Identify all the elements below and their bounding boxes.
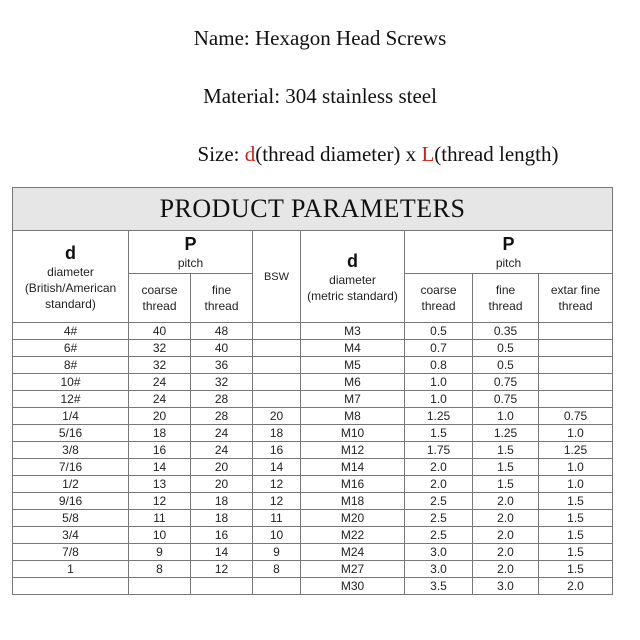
bsw-header: BSW bbox=[253, 231, 301, 323]
imperial-fine-word-1: fine bbox=[211, 283, 232, 297]
bsw-cell: 14 bbox=[253, 459, 301, 476]
metric-coarse-cell: 2.0 bbox=[405, 476, 473, 493]
imperial-diameter-cell: 7/8 bbox=[13, 544, 129, 561]
imperial-diameter-cell: 5/8 bbox=[13, 510, 129, 527]
metric-coarse-cell: 1.0 bbox=[405, 374, 473, 391]
metric-fine-cell: 0.5 bbox=[473, 357, 539, 374]
imperial-fine-cell: 24 bbox=[191, 442, 253, 459]
imperial-coarse-cell: 14 bbox=[129, 459, 191, 476]
imperial-coarse-cell: 10 bbox=[129, 527, 191, 544]
metric-diameter-cell: M16 bbox=[301, 476, 405, 493]
metric-fine-cell: 0.35 bbox=[473, 323, 539, 340]
table-row bbox=[13, 408, 613, 425]
imperial-fine-cell: 18 bbox=[191, 493, 253, 510]
imperial-fine-cell: 36 bbox=[191, 357, 253, 374]
size-middle: (thread diameter) x bbox=[255, 142, 422, 166]
imperial-coarse-word-1: coarse bbox=[141, 283, 178, 297]
imperial-fine-cell: 40 bbox=[191, 340, 253, 357]
table-row bbox=[13, 425, 613, 442]
imperial-coarse-cell: 8 bbox=[129, 561, 191, 578]
bsw-cell bbox=[253, 357, 301, 374]
metric-fine-header bbox=[473, 274, 539, 323]
metric-fine-cell: 0.75 bbox=[473, 374, 539, 391]
bsw-cell: 8 bbox=[253, 561, 301, 578]
metric-coarse-word-2: thread bbox=[421, 299, 456, 313]
imperial-fine-word-2: thread bbox=[204, 299, 239, 313]
imperial-fine-cell: 48 bbox=[191, 323, 253, 340]
bsw-cell bbox=[253, 323, 301, 340]
metric-p-symbol: P bbox=[502, 234, 515, 254]
bsw-cell bbox=[253, 391, 301, 408]
metric-coarse-cell: 2.5 bbox=[405, 527, 473, 544]
bsw-cell: 20 bbox=[253, 408, 301, 425]
metric-standard-label: (metric standard) bbox=[307, 288, 398, 303]
size-d-symbol: d bbox=[244, 142, 256, 166]
metric-extra-fine-cell: 1.0 bbox=[539, 425, 613, 442]
table-row bbox=[13, 544, 613, 561]
imperial-standard-label-1: (British/American bbox=[24, 280, 117, 295]
metric-extra-fine-cell: 1.0 bbox=[539, 476, 613, 493]
bsw-cell: 16 bbox=[253, 442, 301, 459]
imperial-coarse-cell bbox=[129, 578, 191, 595]
metric-extra-fine-cell: 1.5 bbox=[539, 561, 613, 578]
metric-coarse-cell: 2.0 bbox=[405, 459, 473, 476]
imperial-coarse-cell: 40 bbox=[129, 323, 191, 340]
metric-diameter-cell: M7 bbox=[301, 391, 405, 408]
metric-coarse-word-1: coarse bbox=[420, 283, 457, 297]
metric-pitch-label: pitch bbox=[495, 256, 522, 270]
imperial-diameter-label: diameter bbox=[47, 264, 94, 279]
imperial-coarse-header bbox=[129, 274, 191, 323]
table-row bbox=[13, 561, 613, 578]
bsw-cell: 10 bbox=[253, 527, 301, 544]
metric-coarse-header bbox=[405, 274, 473, 323]
metric-fine-cell: 2.0 bbox=[473, 544, 539, 561]
metric-diameter-cell: M4 bbox=[301, 340, 405, 357]
imperial-diameter-cell: 10# bbox=[13, 374, 129, 391]
imperial-coarse-cell: 9 bbox=[129, 544, 191, 561]
material-line: Material: 304 stainless steel bbox=[203, 84, 437, 108]
imperial-diameter-cell: 8# bbox=[13, 357, 129, 374]
metric-fine-cell: 1.5 bbox=[473, 476, 539, 493]
product-parameters-table-wrap bbox=[12, 187, 612, 595]
bsw-cell: 11 bbox=[253, 510, 301, 527]
metric-extra-fine-cell bbox=[539, 374, 613, 391]
bsw-cell: 18 bbox=[253, 425, 301, 442]
table-row bbox=[13, 323, 613, 340]
metric-diameter-cell: M8 bbox=[301, 408, 405, 425]
imperial-coarse-cell: 16 bbox=[129, 442, 191, 459]
size-suffix: (thread length) bbox=[434, 142, 559, 166]
imperial-diameter-cell: 9/16 bbox=[13, 493, 129, 510]
metric-extra-fine-cell: 1.5 bbox=[539, 510, 613, 527]
metric-coarse-cell: 3.0 bbox=[405, 561, 473, 578]
imperial-fine-cell: 20 bbox=[191, 476, 253, 493]
metric-fine-cell: 0.5 bbox=[473, 340, 539, 357]
metric-extra-fine-cell bbox=[539, 340, 613, 357]
metric-coarse-cell: 2.5 bbox=[405, 510, 473, 527]
imperial-diameter-cell: 3/8 bbox=[13, 442, 129, 459]
imperial-coarse-word-2: thread bbox=[142, 299, 177, 313]
metric-diameter-cell: M20 bbox=[301, 510, 405, 527]
imperial-diameter-cell: 1/4 bbox=[13, 408, 129, 425]
imperial-diameter-header bbox=[13, 231, 129, 323]
metric-fine-cell: 1.0 bbox=[473, 408, 539, 425]
table-row bbox=[13, 340, 613, 357]
imperial-coarse-cell: 24 bbox=[129, 391, 191, 408]
metric-extra-fine-cell: 1.0 bbox=[539, 459, 613, 476]
metric-extra-fine-cell: 2.0 bbox=[539, 578, 613, 595]
table-row bbox=[13, 459, 613, 476]
metric-extra-fine-header bbox=[539, 274, 613, 323]
metric-fine-cell: 0.75 bbox=[473, 391, 539, 408]
metric-diameter-label: diameter bbox=[329, 272, 376, 287]
metric-extra-fine-cell: 1.5 bbox=[539, 544, 613, 561]
metric-fine-cell: 1.5 bbox=[473, 459, 539, 476]
imperial-fine-cell: 14 bbox=[191, 544, 253, 561]
metric-fine-cell: 2.0 bbox=[473, 561, 539, 578]
metric-diameter-cell: M14 bbox=[301, 459, 405, 476]
imperial-fine-cell: 24 bbox=[191, 425, 253, 442]
bsw-cell: 9 bbox=[253, 544, 301, 561]
table-row bbox=[13, 527, 613, 544]
metric-fine-cell: 1.5 bbox=[473, 442, 539, 459]
table-row bbox=[13, 442, 613, 459]
metric-fine-cell: 2.0 bbox=[473, 510, 539, 527]
imperial-fine-header bbox=[191, 274, 253, 323]
imperial-pitch-header bbox=[129, 231, 253, 274]
imperial-diameter-cell: 12# bbox=[13, 391, 129, 408]
product-name: Name: Hexagon Head Screws bbox=[193, 26, 447, 50]
metric-fine-cell: 1.25 bbox=[473, 425, 539, 442]
metric-diameter-cell: M18 bbox=[301, 493, 405, 510]
imperial-coarse-cell: 13 bbox=[129, 476, 191, 493]
table-row bbox=[13, 510, 613, 527]
imperial-fine-cell: 12 bbox=[191, 561, 253, 578]
metric-diameter-cell: M5 bbox=[301, 357, 405, 374]
imperial-coarse-cell: 32 bbox=[129, 340, 191, 357]
metric-diameter-cell: M27 bbox=[301, 561, 405, 578]
imperial-d-symbol: d bbox=[65, 242, 76, 263]
imperial-fine-cell: 28 bbox=[191, 408, 253, 425]
table-row bbox=[13, 493, 613, 510]
metric-diameter-cell: M30 bbox=[301, 578, 405, 595]
metric-diameter-header bbox=[301, 231, 405, 323]
table-row bbox=[13, 578, 613, 595]
metric-d-symbol: d bbox=[347, 250, 358, 271]
imperial-fine-cell bbox=[191, 578, 253, 595]
metric-extra-fine-cell bbox=[539, 391, 613, 408]
metric-coarse-cell: 3.0 bbox=[405, 544, 473, 561]
imperial-fine-cell: 16 bbox=[191, 527, 253, 544]
imperial-p-symbol: P bbox=[184, 234, 197, 254]
metric-fine-cell: 2.0 bbox=[473, 493, 539, 510]
imperial-diameter-cell: 5/16 bbox=[13, 425, 129, 442]
table-row bbox=[13, 374, 613, 391]
metric-pitch-header bbox=[405, 231, 613, 274]
size-l-symbol: L bbox=[421, 142, 435, 166]
metric-diameter-cell: M12 bbox=[301, 442, 405, 459]
metric-fine-cell: 3.0 bbox=[473, 578, 539, 595]
imperial-diameter-cell: 4# bbox=[13, 323, 129, 340]
metric-coarse-cell: 1.75 bbox=[405, 442, 473, 459]
table-row bbox=[13, 476, 613, 493]
metric-extra-fine-cell: 1.25 bbox=[539, 442, 613, 459]
metric-extra-fine-cell: 0.75 bbox=[539, 408, 613, 425]
metric-diameter-cell: M6 bbox=[301, 374, 405, 391]
imperial-standard-label-2: standard) bbox=[45, 296, 96, 311]
metric-coarse-cell: 1.5 bbox=[405, 425, 473, 442]
metric-extra-fine-cell: 1.5 bbox=[539, 527, 613, 544]
imperial-diameter-cell: 1/2 bbox=[13, 476, 129, 493]
metric-diameter-cell: M10 bbox=[301, 425, 405, 442]
imperial-fine-cell: 32 bbox=[191, 374, 253, 391]
imperial-diameter-cell: 3/4 bbox=[13, 527, 129, 544]
bsw-cell bbox=[253, 578, 301, 595]
imperial-diameter-cell: 1 bbox=[13, 561, 129, 578]
imperial-fine-cell: 18 bbox=[191, 510, 253, 527]
bsw-cell bbox=[253, 340, 301, 357]
bsw-cell: 12 bbox=[253, 493, 301, 510]
metric-extra-word-2: thread bbox=[558, 299, 593, 313]
metric-extra-fine-cell bbox=[539, 323, 613, 340]
imperial-pitch-label: pitch bbox=[177, 256, 204, 270]
metric-diameter-cell: M3 bbox=[301, 323, 405, 340]
metric-coarse-cell: 2.5 bbox=[405, 493, 473, 510]
table-row bbox=[13, 391, 613, 408]
metric-coarse-cell: 0.7 bbox=[405, 340, 473, 357]
metric-coarse-cell: 1.25 bbox=[405, 408, 473, 425]
bsw-cell: 12 bbox=[253, 476, 301, 493]
metric-fine-word-1: fine bbox=[495, 283, 516, 297]
imperial-coarse-cell: 20 bbox=[129, 408, 191, 425]
imperial-diameter-cell: 7/16 bbox=[13, 459, 129, 476]
size-prefix: Size: bbox=[197, 142, 245, 166]
imperial-coarse-cell: 11 bbox=[129, 510, 191, 527]
imperial-fine-cell: 20 bbox=[191, 459, 253, 476]
imperial-coarse-cell: 18 bbox=[129, 425, 191, 442]
imperial-fine-cell: 28 bbox=[191, 391, 253, 408]
metric-diameter-cell: M24 bbox=[301, 544, 405, 561]
table-row bbox=[13, 357, 613, 374]
table-title: PRODUCT PARAMETERS bbox=[13, 188, 613, 231]
product-parameters-table bbox=[12, 187, 613, 595]
metric-coarse-cell: 3.5 bbox=[405, 578, 473, 595]
imperial-coarse-cell: 32 bbox=[129, 357, 191, 374]
size-line bbox=[58, 142, 640, 167]
bsw-cell bbox=[253, 374, 301, 391]
imperial-diameter-cell: 6# bbox=[13, 340, 129, 357]
metric-diameter-cell: M22 bbox=[301, 527, 405, 544]
imperial-coarse-cell: 24 bbox=[129, 374, 191, 391]
metric-coarse-cell: 0.5 bbox=[405, 323, 473, 340]
metric-coarse-cell: 0.8 bbox=[405, 357, 473, 374]
metric-extra-word-1: extar fine bbox=[550, 283, 601, 297]
metric-extra-fine-cell bbox=[539, 357, 613, 374]
imperial-coarse-cell: 12 bbox=[129, 493, 191, 510]
metric-coarse-cell: 1.0 bbox=[405, 391, 473, 408]
metric-fine-word-2: thread bbox=[488, 299, 523, 313]
metric-fine-cell: 2.0 bbox=[473, 527, 539, 544]
imperial-diameter-cell bbox=[13, 578, 129, 595]
metric-extra-fine-cell: 1.5 bbox=[539, 493, 613, 510]
